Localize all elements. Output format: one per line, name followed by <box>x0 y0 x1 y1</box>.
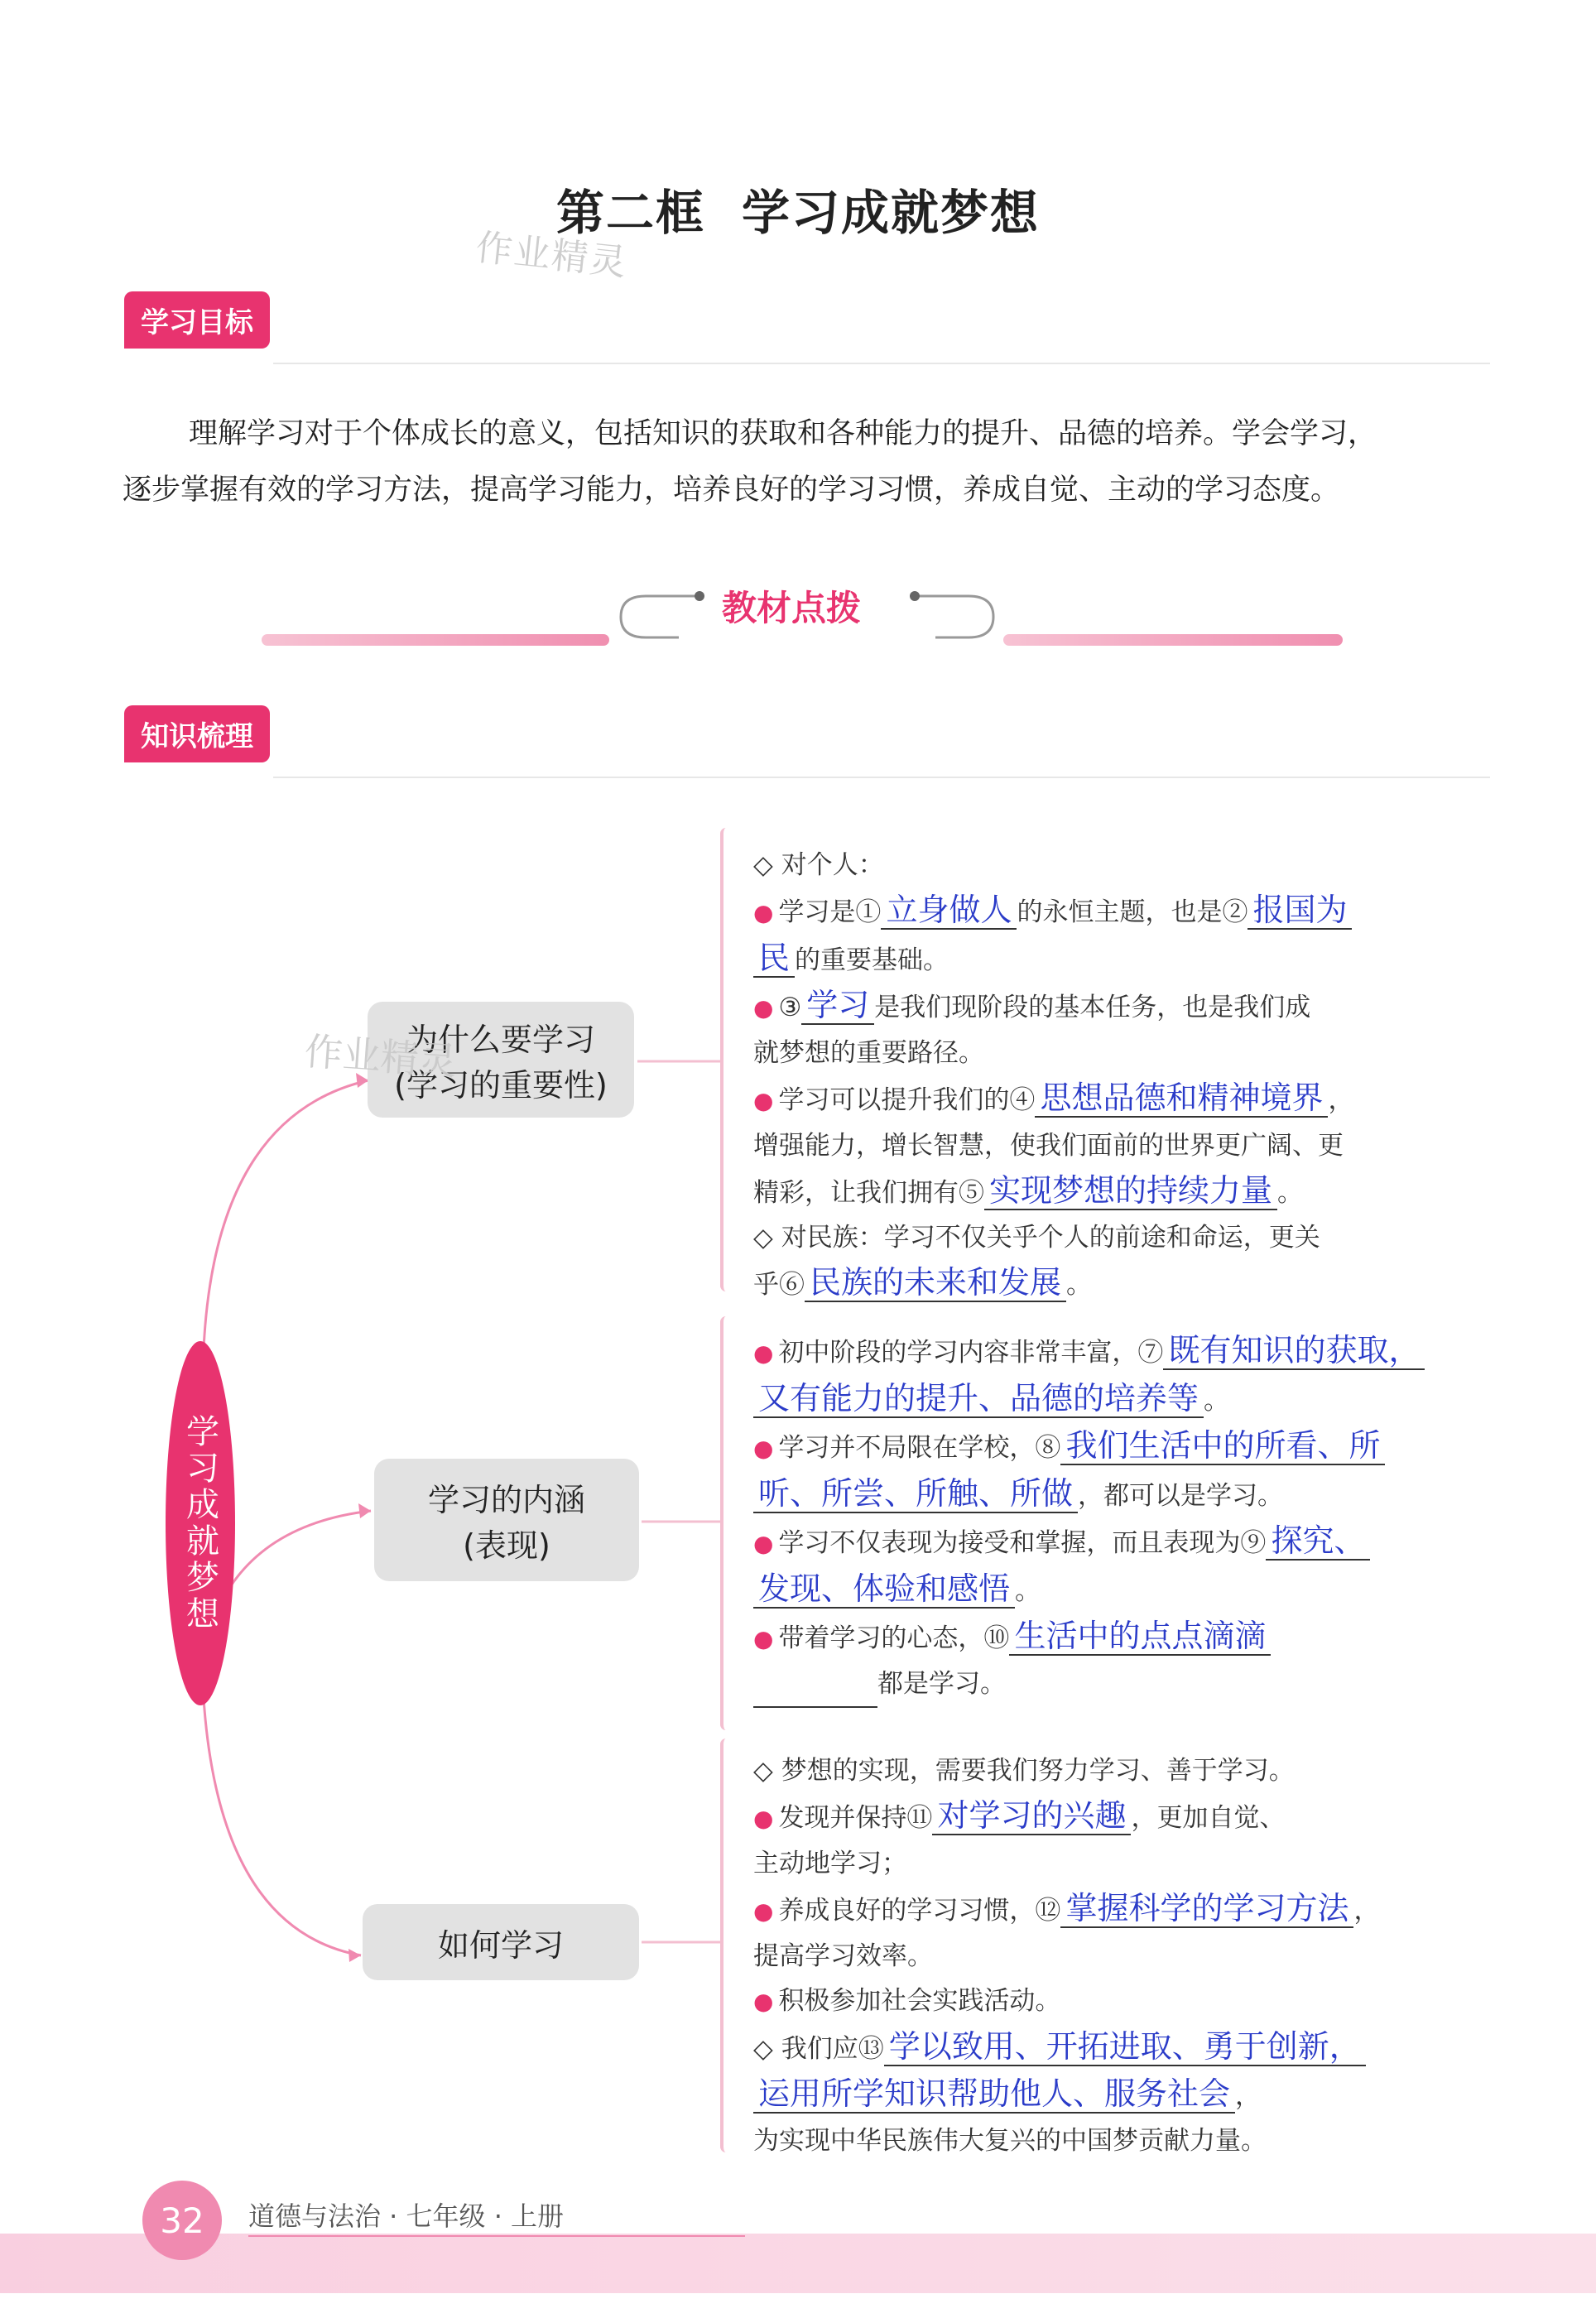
answer-5: 实现梦想的持续力量 <box>984 1172 1277 1210</box>
pane1-line2 <box>753 983 1465 1031</box>
pane3-text: 发现并保持⑪ <box>778 1803 933 1833</box>
bullet-icon: ● <box>753 994 774 1022</box>
title-part1: 第二框 <box>555 185 705 241</box>
pane1-line2b: 就梦想的重要路径。 <box>753 1038 984 1068</box>
answer-2: 报国为 <box>1247 892 1352 930</box>
answer-9-cont: 发现、体验和感悟 <box>753 1570 1015 1609</box>
pane3-text: ， <box>1353 1896 1380 1926</box>
node-how-label: 如何学习 <box>437 1926 564 1964</box>
pane2-text: 带着学习的心态，⑩ <box>778 1623 1010 1653</box>
pane1-text: 的重要基础。 <box>795 945 949 975</box>
pane1-text: 学习可以提升我们的④ <box>778 1085 1036 1115</box>
answer-1: 立身做人 <box>881 892 1017 930</box>
pane1-text: 精彩，让我们拥有⑤ <box>753 1178 984 1208</box>
pane2-text: 。 <box>1015 1576 1041 1606</box>
answer-3: 学习 <box>801 987 874 1025</box>
page-number: 32 <box>142 2181 222 2260</box>
pane3-line2 <box>753 1886 1482 1934</box>
pane2-line3 <box>753 1518 1482 1566</box>
title-part2: 学习成就梦想 <box>742 185 1041 241</box>
pane3-line4b <box>753 2071 1482 2118</box>
goals-line-2: 逐步掌握有效的学习方法，提高学习能力，培养良好的学习习惯，养成自觉、主动的学习态度。 <box>123 474 1340 507</box>
pane3-text: 积极参加社会实践活动。 <box>778 1986 1061 2016</box>
bracket-2 <box>720 1316 732 1730</box>
bullet-icon: ● <box>753 1339 774 1367</box>
answer-7-cont: 又有能力的提升、品德的培养等 <box>753 1380 1204 1418</box>
blank-line <box>753 1662 877 1708</box>
bullet-icon: ● <box>753 1087 774 1114</box>
pane1-line3 <box>753 1075 1465 1123</box>
pane1-line1 <box>753 887 1465 935</box>
pane2-text: 都是学习。 <box>877 1669 1006 1699</box>
answer-11: 对学习的兴趣 <box>932 1797 1131 1835</box>
node-meaning-line1: 学习的内涵 <box>427 1482 585 1518</box>
pane-why <box>753 843 1465 1307</box>
answer-12: 掌握科学的学习方法 <box>1060 1890 1353 1928</box>
banner-title: 教材点拨 <box>722 588 862 628</box>
pane1-text: 学习是① <box>778 897 882 927</box>
pane1-line1b <box>753 935 1465 983</box>
answer-13: 学以致用、开拓进取、勇于创新， <box>884 2028 1366 2066</box>
pane3-text: 养成良好的学习习惯，⑫ <box>778 1896 1061 1926</box>
footer-book-title: 道德与法治 · 七年级 · 上册 <box>248 2200 565 2232</box>
footer-band <box>0 2234 1596 2293</box>
bullet-icon: ● <box>753 1897 774 1925</box>
answer-9: 探究、 <box>1266 1522 1370 1561</box>
pane1-line3c <box>753 1168 1465 1215</box>
pane2-line4b <box>753 1662 1482 1708</box>
answer-4: 思想品德和精神境界 <box>1035 1080 1328 1118</box>
bullet-icon: ● <box>753 1625 774 1652</box>
pane1-line3b: 增强能力，增长智慧，使我们面前的世界更广阔、更 <box>753 1131 1344 1161</box>
pane2-text: ，都可以是学习。 <box>1078 1481 1284 1511</box>
pane3-text: ， <box>1235 2081 1262 2111</box>
answer-13-cont: 运用所学知识帮助他人、服务社会 <box>753 2075 1235 2114</box>
pane1-text: 。 <box>1066 1270 1093 1300</box>
pane2-line3b <box>753 1566 1482 1613</box>
mindmap-node-meaning <box>374 1459 639 1581</box>
pane3-line5: 为实现中华民族伟大复兴的中国梦贡献力量。 <box>753 2126 1267 2156</box>
mindmap-root-label: 学习成就梦想 <box>180 1414 219 1633</box>
answer-7: 既有知识的获取， <box>1163 1332 1425 1370</box>
bracket-3 <box>720 1738 732 2152</box>
answer-8-cont: 听、所尝、所触、所做 <box>753 1475 1078 1513</box>
goals-tag: 学习目标 <box>124 291 270 349</box>
pane1-heading-personal: ◇ 对个人： <box>753 850 884 880</box>
answer-2-cont: 民 <box>753 940 795 978</box>
pane1-text: 。 <box>1277 1178 1304 1208</box>
pane-meaning <box>753 1328 1482 1708</box>
pane2-line2b <box>753 1471 1482 1518</box>
answer-10: 生活中的点点滴滴 <box>1009 1618 1271 1656</box>
pane1-text: ， <box>1328 1085 1354 1115</box>
pane3-line1 <box>753 1793 1482 1841</box>
pane2-text: 学习并不局限在学校，⑧ <box>778 1433 1061 1463</box>
pane3-heading: ◇ 梦想的实现，需要我们努力学习、善于学习。 <box>753 1756 1295 1786</box>
goals-line-1: 理解学习对于个体成长的意义，包括知识的获取和各种能力的提升、品德的培养。学会学习， <box>189 417 1377 450</box>
answer-6: 民族的未来和发展 <box>805 1264 1066 1302</box>
pane1-heading-nation: ◇ 对民族：学习不仅关乎个人的前途和命运，更关 <box>753 1223 1320 1253</box>
bullet-icon: ● <box>753 1435 774 1462</box>
answer-8: 我们生活中的所看、所 <box>1060 1427 1385 1465</box>
pane3-line2b: 提高学习效率。 <box>753 1941 933 1971</box>
pane-how <box>753 1748 1482 2163</box>
pane1-text: ③ <box>778 993 802 1022</box>
pane3-line4 <box>753 2024 1482 2071</box>
pane3-text: ◇ 我们应⑬ <box>753 2034 884 2064</box>
pane3-line3 <box>753 1979 1482 2024</box>
pane2-text: 学习不仅表现为接受和掌握，而且表现为⑨ <box>778 1528 1267 1558</box>
footer-divider <box>248 2235 745 2237</box>
bullet-icon: ● <box>753 899 774 926</box>
node-why-line2: (学习的重要性) <box>394 1067 608 1104</box>
pane2-line4 <box>753 1613 1482 1662</box>
pane2-line2 <box>753 1423 1482 1471</box>
mindmap-node-how <box>363 1904 639 1980</box>
bullet-icon: ● <box>753 1530 774 1557</box>
pane1-text: 的永恒主题，也是② <box>1017 897 1248 927</box>
node-why-line1: 为什么要学习 <box>406 1022 595 1058</box>
watermark: 作业精灵 <box>474 226 630 285</box>
pane2-text: 初中阶段的学习内容非常丰富，⑦ <box>778 1338 1164 1368</box>
pane3-text: ，更加自觉、 <box>1131 1803 1286 1833</box>
node-meaning-line2: (表现) <box>463 1527 550 1564</box>
pane3-line1b: 主动地学习； <box>753 1849 907 1878</box>
pane1-line4 <box>753 1260 1465 1307</box>
pane2-text: 。 <box>1204 1386 1230 1416</box>
bullet-icon: ● <box>753 1988 774 2015</box>
knowledge-tag: 知识梳理 <box>124 705 270 762</box>
bracket-1 <box>720 828 732 1291</box>
watermark-2: 作业精灵 <box>303 1028 459 1084</box>
mindmap-root <box>166 1341 235 1705</box>
pane1-text: 乎⑥ <box>753 1270 805 1300</box>
pane2-line1 <box>753 1328 1482 1376</box>
pane1-text: 是我们现阶段的基本任务，也是我们成 <box>874 993 1311 1022</box>
bullet-icon: ● <box>753 1805 774 1832</box>
pane2-line1b <box>753 1376 1482 1423</box>
